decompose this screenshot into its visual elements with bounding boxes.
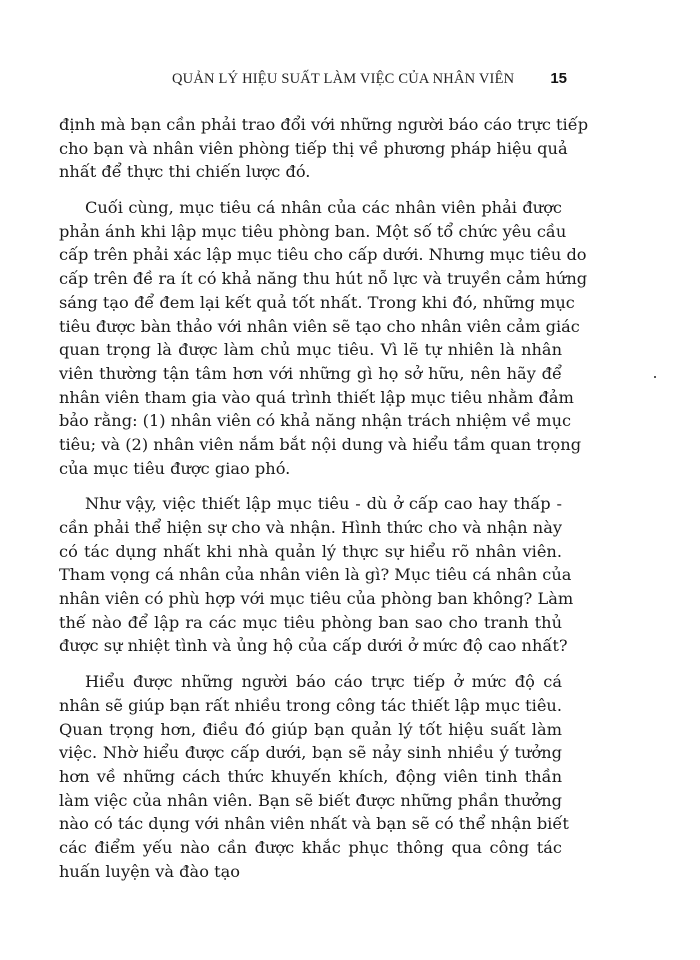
text-line: sáng tạo để đem lại kết quả tốt nhất. Trong khi đó, những mục xyxy=(59,292,575,312)
text-line: cho bạn và nhân viên phòng tiếp thị về phương pháp hiệu quả xyxy=(59,138,568,158)
text-line: Tham vọng cá nhân của nhân viên là gì? Mục tiêu cá nhân của xyxy=(59,565,572,585)
text-line: làm việc của nhân viên. Bạn sẽ biết được những phần thưởng xyxy=(59,790,562,810)
text-line: quan trọng là được làm chủ mục tiêu. Vì lẽ tự nhiên là nhân xyxy=(59,340,562,360)
body-text xyxy=(59,113,589,895)
paragraph-1 xyxy=(59,113,589,184)
text-line: huấn luyện và đào tạo xyxy=(59,861,240,881)
text-line: Quan trọng hơn, điều đó giúp bạn quản lý tốt hiệu suất làm xyxy=(59,719,562,739)
text-line: phản ánh khi lập mục tiêu phòng ban. Một số tổ chức yêu cầu xyxy=(59,221,567,241)
text-line: cần phải thể hiện sự cho và nhận. Hình thức cho và nhận này xyxy=(59,518,562,537)
running-header xyxy=(172,70,567,92)
text-line: viên thường tận tâm hơn với những gì họ sở hữu, nên hãy để xyxy=(59,363,562,383)
text-line: các điểm yếu nào cần được khắc phục thông qua công tác xyxy=(59,837,562,857)
scan-speck xyxy=(654,376,656,378)
running-title: QUẢN LÝ HIỆU SUẤT LÀM VIỆC CỦA NHÂN VIÊN xyxy=(172,71,515,87)
text-line: nhân viên tham gia vào quá trình thiết lập mục tiêu nhằm đảm xyxy=(59,387,574,407)
text-line: của mục tiêu được giao phó. xyxy=(59,458,291,478)
text-line: tiêu; và (2) nhân viên nắm bắt nội dung và hiểu tầm quan trọng xyxy=(59,434,582,454)
text-line: thế nào để lập ra các mục tiêu phòng ban sao cho tranh thủ xyxy=(59,612,562,632)
text-line: nào có tác dụng với nhân viên nhất và bạn sẽ có thể nhận biết xyxy=(59,814,569,834)
paragraph-2 xyxy=(59,196,588,480)
text-line: Hiểu được những người báo cáo trực tiếp ở mức độ cá xyxy=(85,672,562,692)
text-line: được sự nhiệt tình và ủng hộ của cấp dưới ở mức độ cao nhất? xyxy=(59,636,568,656)
text-line: cấp trên phải xác lập mục tiêu cho cấp dưới. Nhưng mục tiêu do xyxy=(59,245,587,265)
text-line: định mà bạn cần phải trao đổi với những người báo cáo trực tiếp xyxy=(59,115,589,134)
text-line: Cuối cùng, mục tiêu cá nhân của các nhân viên phải được xyxy=(85,198,562,218)
text-line: có tác dụng nhất khi nhà quản lý thực sự hiểu rõ nhân viên. xyxy=(59,541,562,561)
text-line: tiêu được bàn thảo với nhân viên sẽ tạo cho nhân viên cảm giác xyxy=(59,316,580,336)
text-line: nhân viên có phù hợp với mục tiêu của phòng ban không? Làm xyxy=(59,589,574,609)
text-line: Như vậy, việc thiết lập mục tiêu - dù ở cấp cao hay thấp - xyxy=(85,494,562,514)
page-number: 15 xyxy=(550,70,567,87)
text-line: cấp trên đề ra ít có khả năng thu hút nỗ lực và truyền cảm hứng xyxy=(59,269,588,289)
paragraph-3 xyxy=(59,492,574,658)
text-line: nhất để thực thi chiến lược đó. xyxy=(59,162,311,182)
text-line: hơn về những cách thức khuyến khích, động viên tinh thần xyxy=(59,766,562,786)
text-line: việc. Nhờ hiểu được cấp dưới, bạn sẽ nảy sinh nhiều ý tưởng xyxy=(59,743,562,763)
paragraph-4 xyxy=(59,670,569,883)
text-line: nhân sẽ giúp bạn rất nhiều trong công tác thiết lập mục tiêu. xyxy=(59,695,562,715)
text-line: bảo rằng: (1) nhân viên có khả năng nhận trách nhiệm về mục xyxy=(59,411,572,431)
